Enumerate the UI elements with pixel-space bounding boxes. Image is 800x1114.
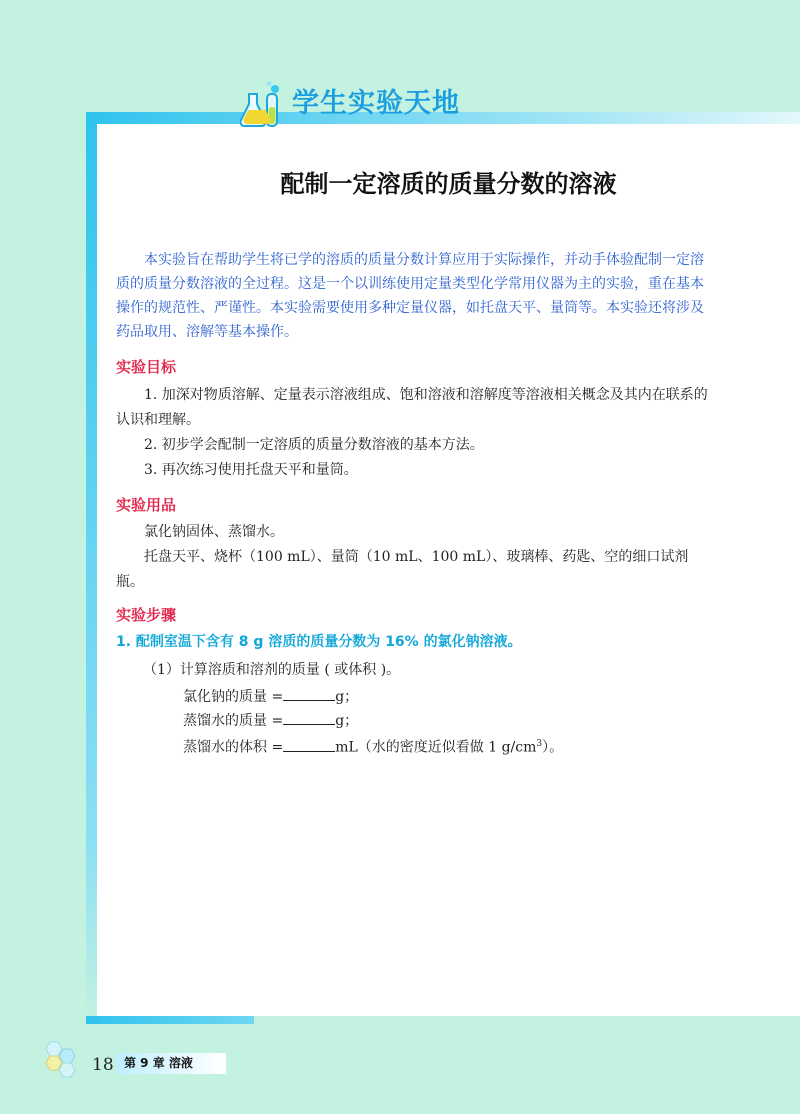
calc-label: 蒸馏水的体积 = <box>183 739 284 756</box>
section-banner-title: 学生实验天地 <box>292 88 460 119</box>
page-title: 配制一定溶质的质量分数的溶液 <box>280 169 617 198</box>
calc-tail: ）。 <box>542 739 564 756</box>
hexagon-decoration-icon <box>40 1038 90 1080</box>
objective-item: 1. 加深对物质溶解、定量表示溶液组成、饱和溶液和溶解度等溶液相关概念及其内在联系的认识和理解。 <box>116 387 708 428</box>
calc-unit: g； <box>335 689 359 705</box>
answer-blank[interactable] <box>283 684 335 701</box>
answer-blank[interactable] <box>283 708 335 725</box>
calc-unit: g； <box>335 713 359 729</box>
objective-item: 3. 再次练习使用托盘天平和量筒。 <box>144 462 358 478</box>
calc-label: 氯化钠的质量 = <box>183 689 284 705</box>
superscript-3: 3 <box>536 739 543 749</box>
calc-line-water-volume <box>183 732 563 760</box>
procedure-heading: 实验步骤 <box>116 606 177 624</box>
step-1-title: 1. 配制室温下含有 8 g 溶质的质量分数为 16% 的氯化钠溶液。 <box>116 634 522 650</box>
chapter-tag: 第 9 章 溶液 <box>116 1053 226 1074</box>
objectives-heading: 实验目标 <box>116 358 177 376</box>
step-1-substep: （1）计算溶质和溶剂的质量 ( 或体积 )。 <box>143 662 401 678</box>
page-frame-bottom <box>86 1016 254 1024</box>
supplies-heading: 实验用品 <box>116 496 177 514</box>
objective-item: 2. 初步学会配制一定溶质的质量分数溶液的基本方法。 <box>144 437 484 453</box>
intro-paragraph: 本实验旨在帮助学生将已学的溶质的质量分数计算应用于实际操作，并动手体验配制一定溶质的质量分数溶液的全过程。这是一个以训练使用定量类型化学常用仪器为主的实验，重在基本操作的规范性、严谨性。本实验需要使用多种定量仪器，如托盘天平、量筒等。本实验还将涉及药品取用、溶解等基本操作。 <box>116 252 704 340</box>
supplies-item: 氯化钠固体、蒸馏水。 <box>144 524 284 540</box>
flask-icon <box>240 80 288 128</box>
calc-line-nacl-mass <box>183 684 358 709</box>
calc-unit: mL（水的密度近似看做 1 g/cm <box>335 739 537 756</box>
answer-blank[interactable] <box>283 735 335 752</box>
calc-label: 蒸馏水的质量 = <box>183 713 284 729</box>
calc-line-water-mass <box>183 708 358 733</box>
page-frame-left <box>86 112 97 1024</box>
supplies-item: 托盘天平、烧杯（100 mL）、量筒（10 mL、100 mL）、玻璃棒、药匙、空的细口试剂瓶。 <box>116 549 689 590</box>
page-number: 18 <box>92 1055 114 1075</box>
